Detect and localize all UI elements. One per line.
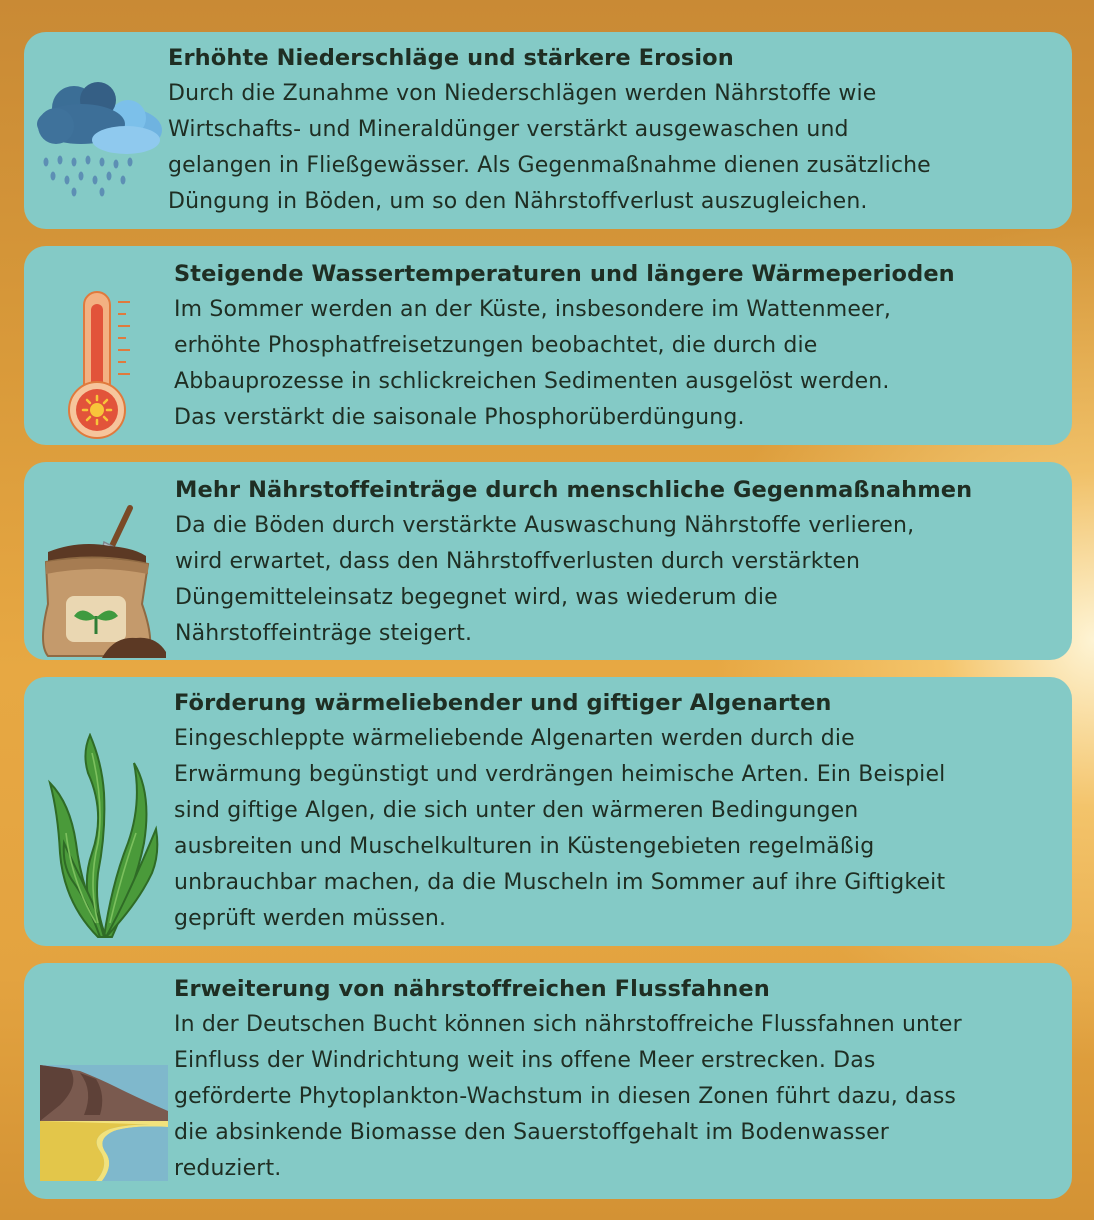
thermometer-sun-icon — [64, 290, 134, 442]
card-body-line: Im Sommer werden an der Küste, insbesondere im Wattenmeer, — [174, 297, 892, 322]
card-body-line: ausbreiten und Muschelkulturen in Küstengebieten regelmäßig — [174, 834, 875, 859]
card-body-line: geförderte Phytoplankton-Wachstum in diesen Zonen führt dazu, dass — [174, 1084, 957, 1109]
info-card-river-plumes — [24, 963, 1072, 1199]
card-body-line: Da die Böden durch verstärkte Auswaschung Nährstoffe verlieren, — [175, 513, 915, 538]
card-body-line: Düngemitteleinsatz begegnet wird, was wiederum die — [175, 585, 778, 610]
card-body-line: Eingeschleppte wärmeliebende Algenarten werden durch die — [174, 726, 855, 751]
info-card-algae — [24, 677, 1072, 946]
card-body-line: gelangen in Fließgewässer. Als Gegenmaßnahme dienen zusätzliche — [168, 153, 931, 178]
card-body-line: In der Deutschen Bucht können sich nährstoffreiche Flussfahnen unter — [174, 1012, 962, 1037]
card-title: Erweiterung von nährstoffreichen Flussfahnen — [174, 976, 770, 1002]
card-body-line: Düngung in Böden, um so den Nährstoffverlust auszugleichen. — [168, 189, 868, 214]
info-card-erosion — [24, 32, 1072, 229]
card-title: Förderung wärmeliebender und giftiger Algenarten — [174, 690, 832, 716]
info-card-temperature — [24, 246, 1072, 445]
card-title: Steigende Wassertemperaturen und längere Wärmeperioden — [174, 261, 955, 287]
seaweed-icon — [48, 733, 160, 939]
card-body-line: erhöhte Phosphatfreisetzungen beobachtet, die durch die — [174, 333, 818, 358]
card-body-line: Erwärmung begünstigt und verdrängen heimische Arten. Ein Beispiel — [174, 762, 946, 787]
card-body-line: Das verstärkt die saisonale Phosphorüberdüngung. — [174, 405, 745, 430]
card-body-line: Einfluss der Windrichtung weit ins offene Meer erstrecken. Das — [174, 1048, 876, 1073]
card-body-line: Abbauprozesse in schlickreichen Sedimenten ausgelöst werden. — [174, 369, 890, 394]
info-card-fertilizer — [24, 462, 1072, 660]
card-body-line: Durch die Zunahme von Niederschlägen werden Nährstoffe wie — [168, 81, 877, 106]
rain-cloud-icon — [36, 82, 166, 202]
card-body-line: unbrauchbar machen, da die Muscheln im Sommer auf ihre Giftigkeit — [174, 870, 946, 895]
card-body-line: Wirtschafts- und Mineraldünger verstärkt ausgewaschen und — [168, 117, 849, 142]
coastline-icon — [40, 1065, 168, 1181]
card-body-line: sind giftige Algen, die sich unter den wärmeren Bedingungen — [174, 798, 859, 823]
card-title: Erhöhte Niederschläge und stärkere Erosion — [168, 45, 734, 71]
card-title: Mehr Nährstoffeinträge durch menschliche Gegenmaßnahmen — [175, 477, 973, 503]
card-body-line: geprüft werden müssen. — [174, 906, 447, 931]
card-body-line: Nährstoffeinträge steigert. — [175, 621, 473, 646]
card-body-line: die absinkende Biomasse den Sauerstoffgehalt im Bodenwasser — [174, 1120, 889, 1145]
fertilizer-sack-icon — [38, 504, 168, 658]
card-body-line: reduziert. — [174, 1156, 282, 1181]
card-body-line: wird erwartet, dass den Nährstoffverlusten durch verstärkten — [175, 549, 861, 574]
